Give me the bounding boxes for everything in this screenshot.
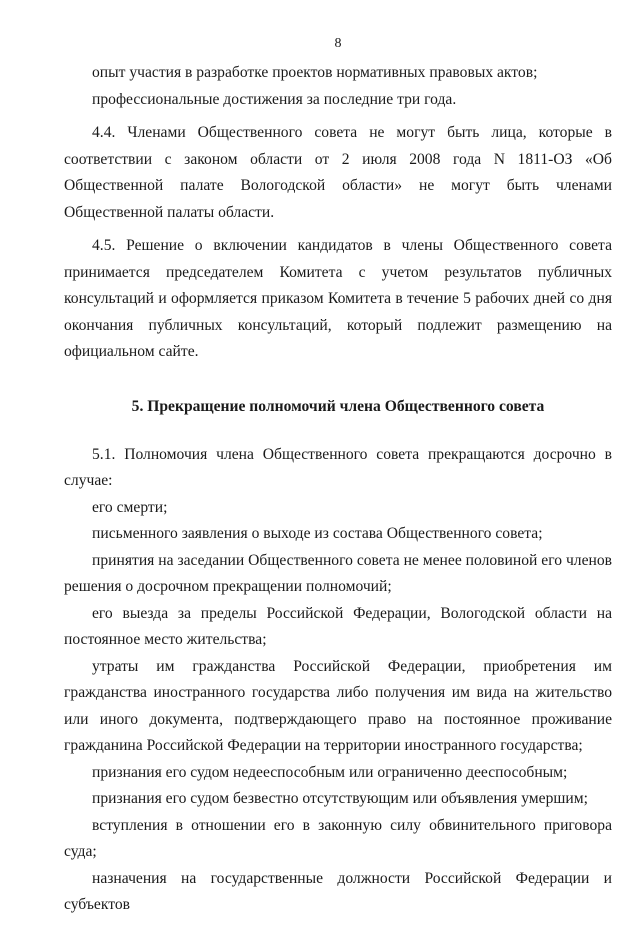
document-body — [64, 60, 612, 945]
paragraph-4-4: 4.4. Членами Общественного совета не могут быть лица, которые в соответствии с законом области от 2 июля 2008 года N 1811-ОЗ «Об Общественной палате Вологодской области» не могут быть членами Общественной палаты области. — [64, 120, 612, 226]
list-item-written-statement: письменного заявления о выходе из состава Общественного совета; — [64, 521, 612, 548]
page-number: 8 — [64, 36, 612, 52]
paragraph-achievements: профессиональные достижения за последние три года. — [64, 87, 612, 114]
list-item-appointment: назначения на государственные должности Российской Федерации и субъектов — [64, 866, 612, 945]
list-item-relocation: его выезда за пределы Российской Федерации, Вологодской области на постоянное место жительства; — [64, 601, 612, 654]
list-item-death: его смерти; — [64, 495, 612, 522]
list-item-council-decision: принятия на заседании Общественного совета не менее половиной его членов решения о досрочном прекращении полномочий; — [64, 548, 612, 601]
list-item-citizenship-loss: утраты им гражданства Российской Федерации, приобретения им гражданства иностранного государства либо получения им вида на жительство или иного документа, подтверждающего право на постоянное проживание гражданина Российской Федерации на территории иностранного государства; — [64, 654, 612, 760]
list-item-incapacity: признания его судом недееспособным или ограниченно дееспособным; — [64, 760, 612, 787]
paragraph-4-5: 4.5. Решение о включении кандидатов в члены Общественного совета принимается председателем Комитета с учетом результатов публичных консультаций и оформляется приказом Комитета в течение 5 рабочих дней со дня окончания публичных консультаций, который подлежит размещению на официальном сайте. — [64, 233, 612, 366]
paragraph-5-1: 5.1. Полномочия члена Общественного совета прекращаются досрочно в случае: — [64, 442, 612, 495]
list-item-missing-declared: признания его судом безвестно отсутствующим или объявления умершим; — [64, 786, 612, 813]
paragraph-experience: опыт участия в разработке проектов нормативных правовых актов; — [64, 60, 612, 87]
section-5-heading: 5. Прекращение полномочий члена Общественного совета — [64, 394, 612, 420]
list-item-conviction: вступления в отношении его в законную силу обвинительного приговора суда; — [64, 813, 612, 866]
